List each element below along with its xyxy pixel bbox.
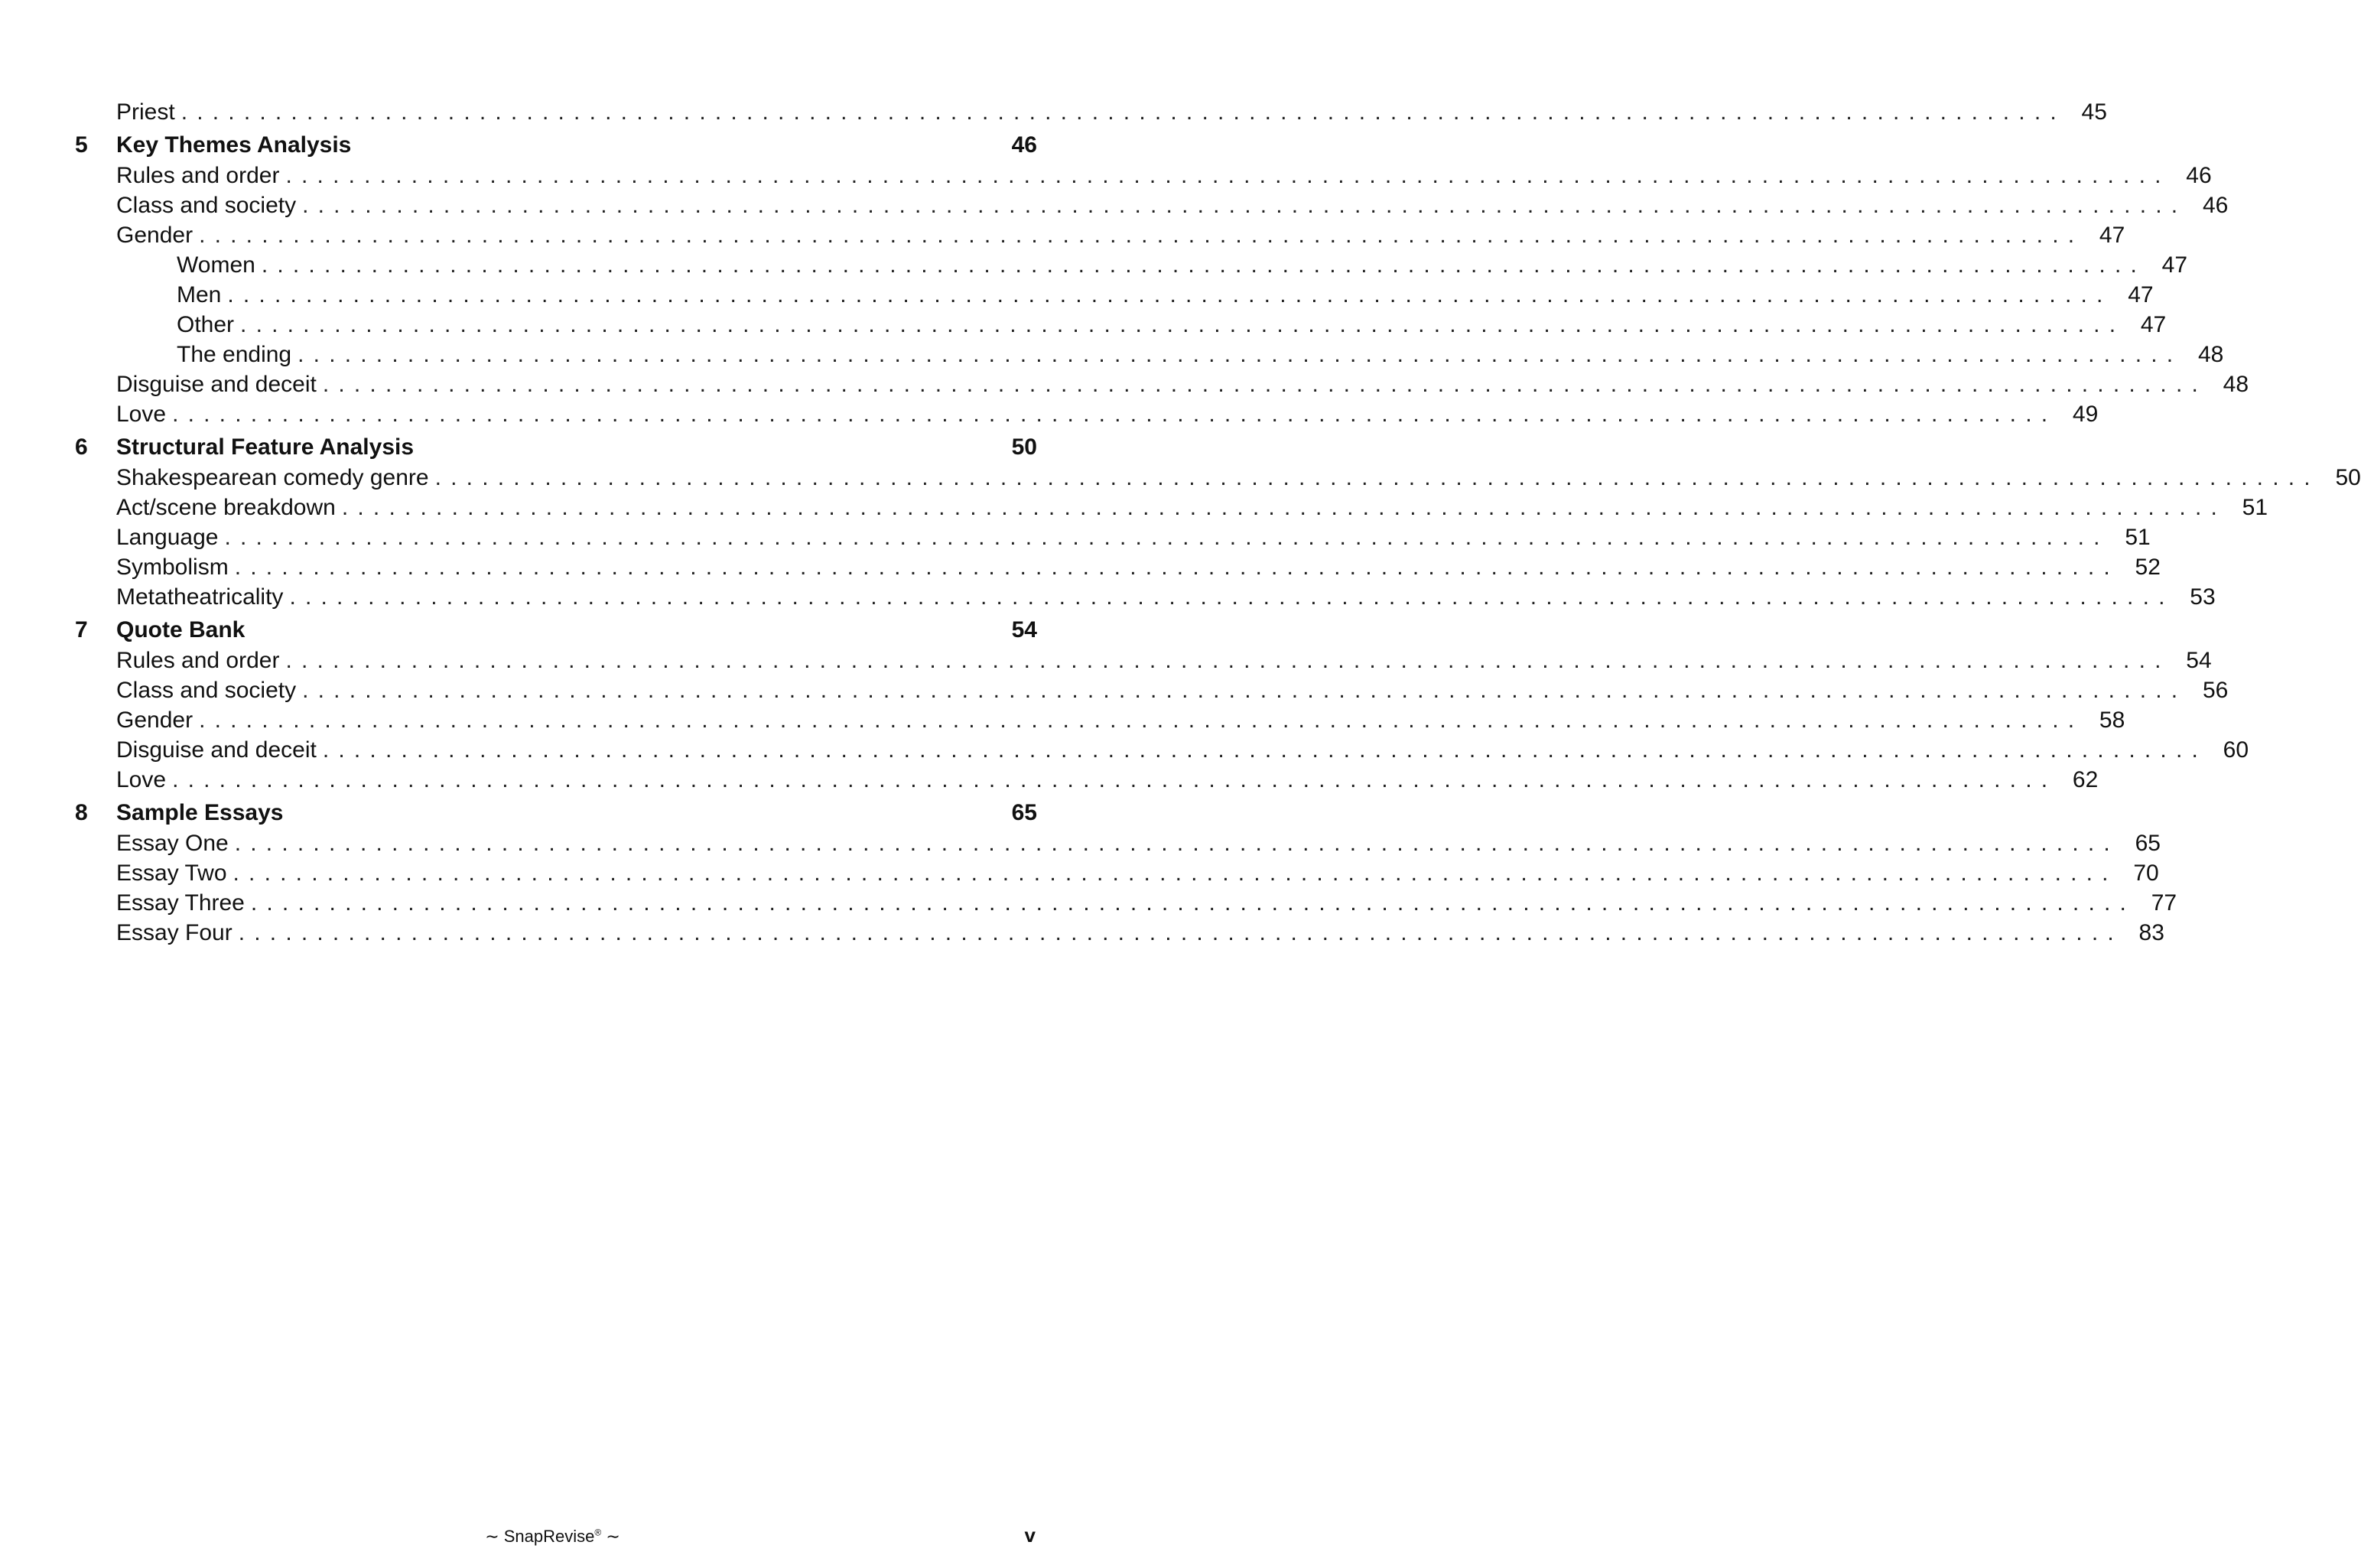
toc-entry-title: Disguise and deceit	[116, 737, 317, 763]
dot-leader: ........................................................................................................................	[234, 555, 2119, 580]
toc-entry-page: 52	[2135, 555, 2161, 580]
dot-leader: ........................................................................................................................	[180, 99, 2066, 125]
toc-entry[interactable]	[75, 646, 2212, 675]
page-footer	[0, 1522, 1105, 1553]
toc-entry[interactable]	[75, 310, 2167, 340]
toc-entry-title: Essay Four	[116, 920, 233, 945]
dot-leader: ........................................................................................................................	[238, 920, 2123, 945]
toc-entry-title: Love	[116, 767, 167, 792]
toc-entry[interactable]	[75, 97, 2107, 127]
toc-entry-page: 62	[2072, 767, 2099, 792]
dot-leader: ........................................................................................................................	[227, 282, 2112, 307]
toc-entry[interactable]	[75, 340, 2224, 369]
toc-entry-title: Language	[116, 525, 219, 550]
toc-entry-page: 48	[2197, 342, 2224, 367]
toc-entry[interactable]	[75, 399, 2099, 429]
toc-entry[interactable]	[75, 369, 2249, 399]
dot-leader: ........................................................................................................................	[434, 465, 2320, 490]
toc-entry-page: 46	[1011, 132, 1037, 158]
toc-entry-page: 49	[2072, 402, 2099, 427]
toc-entry-title: Key Themes Analysis	[116, 132, 352, 158]
toc-entry-title: The ending	[177, 342, 292, 367]
toc-entry-title: Other	[177, 312, 235, 337]
toc-entry-page: 70	[2133, 860, 2159, 886]
toc-entry-page: 56	[2202, 678, 2229, 703]
toc-entry-page: 50	[1011, 434, 1037, 460]
dot-leader: ........................................................................................................................	[172, 767, 2057, 792]
toc-chapter-entry[interactable]	[75, 130, 1037, 161]
dot-leader: ........................................................................................................................	[224, 525, 2109, 550]
toc-entry[interactable]	[75, 675, 2229, 705]
toc-entry[interactable]	[75, 250, 2188, 280]
dot-leader: ........................................................................................................................	[172, 402, 2057, 427]
toc-entry[interactable]	[75, 735, 2249, 765]
toc-entry-title: Sample Essays	[116, 800, 284, 825]
toc-entry-title: Class and society	[116, 193, 297, 218]
footer-brand-name: SnapRevise	[503, 1527, 595, 1546]
toc-entry-number: 5	[75, 132, 88, 158]
toc-entry-page: 65	[1011, 800, 1037, 825]
toc-entry-title: Priest	[116, 99, 175, 125]
dot-leader: ........................................................................................................................	[199, 708, 2084, 733]
footer-tilde-right: ∼	[606, 1527, 620, 1546]
dot-leader: ........................................................................................................................	[298, 342, 2183, 367]
toc-entry-title: Rules and order	[116, 648, 280, 673]
dot-leader: ........................................................................................................................	[250, 890, 2136, 916]
dot-leader: ........................................................................................................................	[285, 648, 2171, 673]
toc-entry[interactable]	[75, 765, 2099, 795]
toc-entry[interactable]	[75, 705, 2125, 735]
toc-entry-title: Disguise and deceit	[116, 372, 317, 397]
toc-entry-title: Class and society	[116, 678, 297, 703]
toc-entry-page: 51	[2125, 525, 2151, 550]
toc-entry-page: 54	[1011, 617, 1037, 642]
toc-entry-page: 51	[2242, 495, 2268, 520]
toc-entry-page: 47	[2161, 252, 2188, 278]
toc-entry-title: Metatheatricality	[116, 584, 284, 610]
dot-leader: ........................................................................................................................	[234, 831, 2119, 856]
toc-entry[interactable]	[75, 552, 2161, 582]
dot-leader: ........................................................................................................................	[261, 252, 2147, 278]
toc-entry[interactable]	[75, 190, 2229, 220]
toc-entry-title: Love	[116, 402, 167, 427]
toc-entry-number: 8	[75, 800, 88, 825]
toc-entry[interactable]	[75, 161, 2212, 190]
toc-entry-title: Shakespearean comedy genre	[116, 465, 429, 490]
toc-entry-page: 60	[2223, 737, 2249, 763]
toc-entry-title: Rules and order	[116, 163, 280, 188]
toc-entry[interactable]	[75, 888, 2177, 918]
toc-entry[interactable]	[75, 828, 2161, 858]
toc-chapter-entry[interactable]	[75, 432, 1037, 463]
toc-entry[interactable]	[75, 918, 2164, 948]
toc-entry-page: 54	[2186, 648, 2212, 673]
dot-leader: ........................................................................................................................	[341, 495, 2227, 520]
toc-entry-page: 46	[2202, 193, 2229, 218]
footer-page-number: v	[1024, 1524, 1036, 1547]
toc-entry-page: 48	[2223, 372, 2249, 397]
toc-entry[interactable]	[75, 463, 2361, 493]
toc-entry-page: 53	[2190, 584, 2216, 610]
toc-entry[interactable]	[75, 582, 2216, 612]
toc-entry[interactable]	[75, 858, 2159, 888]
toc-entry-page: 47	[2140, 312, 2167, 337]
dot-leader: ........................................................................................................................	[233, 860, 2118, 886]
dot-leader: ........................................................................................................................	[302, 678, 2187, 703]
toc-entry-title: Symbolism	[116, 555, 229, 580]
toc-entry-page: 77	[2151, 890, 2177, 916]
toc-chapter-entry[interactable]	[75, 615, 1037, 646]
toc-entry[interactable]	[75, 493, 2268, 522]
toc-entry-page: 47	[2099, 223, 2125, 248]
toc-entry-page: 45	[2081, 99, 2107, 125]
table-of-contents	[75, 97, 2361, 948]
toc-entry-page: 47	[2128, 282, 2154, 307]
toc-entry-number: 6	[75, 434, 88, 460]
toc-entry-title: Gender	[116, 223, 193, 248]
toc-entry-title: Women	[177, 252, 255, 278]
dot-leader: ........................................................................................................................	[240, 312, 2125, 337]
dot-leader: ........................................................................................................................	[302, 193, 2187, 218]
toc-entry-page: 83	[2138, 920, 2164, 945]
dot-leader: ........................................................................................................................	[199, 223, 2084, 248]
toc-entry-page: 46	[2186, 163, 2212, 188]
footer-brand	[0, 1527, 1105, 1547]
toc-entry[interactable]	[75, 280, 2154, 310]
toc-entry-title: Men	[177, 282, 222, 307]
toc-entry-title: Quote Bank	[116, 617, 246, 642]
toc-entry-title: Essay Two	[116, 860, 227, 886]
registered-mark: ®	[594, 1527, 602, 1538]
toc-chapter-entry[interactable]	[75, 798, 1037, 828]
toc-entry-title: Essay Three	[116, 890, 245, 916]
dot-leader: ........................................................................................................................	[322, 372, 2208, 397]
toc-entry[interactable]	[75, 220, 2125, 250]
dot-leader: ........................................................................................................................	[285, 163, 2171, 188]
toc-entry-number: 7	[75, 617, 88, 642]
toc-entry[interactable]	[75, 522, 2151, 552]
toc-entry-page: 58	[2099, 708, 2125, 733]
toc-entry-page: 65	[2135, 831, 2161, 856]
footer-tilde-left: ∼	[485, 1527, 499, 1546]
dot-leader: ........................................................................................................................	[289, 584, 2174, 610]
dot-leader: ........................................................................................................................	[322, 737, 2208, 763]
toc-entry-title: Act/scene breakdown	[116, 495, 336, 520]
toc-entry-title: Essay One	[116, 831, 229, 856]
toc-entry-title: Structural Feature Analysis	[116, 434, 415, 460]
toc-entry-title: Gender	[116, 708, 193, 733]
toc-entry-page: 50	[2335, 465, 2361, 490]
